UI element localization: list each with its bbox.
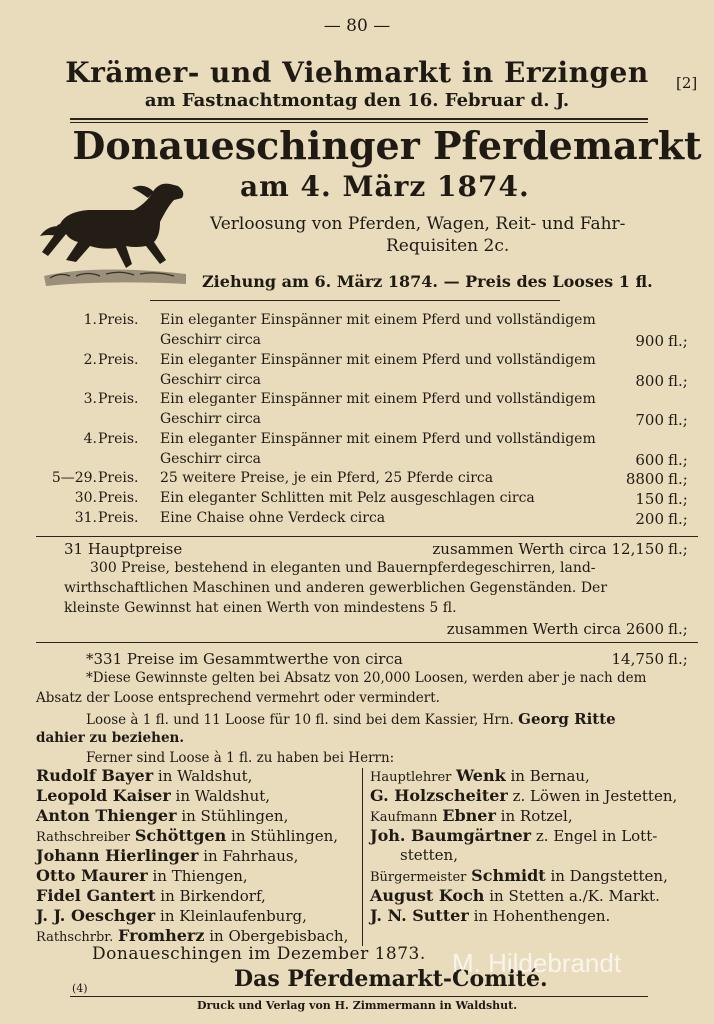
seller-name: Ebner xyxy=(442,806,496,825)
lots-info-text: Loose à 1 fl. und 11 Loose für 10 fl. sind bei dem Kassier, Hrn. xyxy=(86,712,514,728)
prize-label: Preis. xyxy=(98,391,139,407)
seller-name: Schöttgen xyxy=(134,826,227,845)
grand-total-unit: fl.; xyxy=(668,650,688,668)
seller-entry xyxy=(36,786,270,805)
prize-value: 150 xyxy=(635,490,664,508)
prize-label: Preis. xyxy=(98,431,139,447)
seller-place: in Thiengen, xyxy=(152,867,248,885)
further-sellers-intro: Ferner sind Loose à 1 fl. zu haben bei Herrn: xyxy=(86,750,395,766)
seller-place: z. Engel in Lott- xyxy=(535,827,658,845)
other-prizes-line2: wirthschaftlichen Maschinen und anderen gewerblichen Gegenständen. Der xyxy=(64,580,608,596)
prize-number: 2. xyxy=(83,352,97,368)
seller-entry xyxy=(36,886,266,905)
seller-title: Bürgermeister xyxy=(370,870,467,885)
seller-entry xyxy=(370,886,660,905)
prize-unit: fl.; xyxy=(668,470,688,488)
seller-title: Rathschrbr. xyxy=(36,930,114,945)
prize-description: Ein eleganter Schlitten mit Pelz ausgeschlagen circa xyxy=(160,490,535,506)
prize-row xyxy=(0,490,714,510)
main-prizes-unit: fl.; xyxy=(668,540,688,558)
prize-value: 900 xyxy=(635,332,664,350)
seller-place: z. Löwen in Jestetten, xyxy=(512,787,678,805)
seller-title: Kaufmann xyxy=(370,810,438,825)
seller-entry xyxy=(370,906,610,925)
seller-entry xyxy=(36,866,248,885)
seller-name: Joh. Baumgärtner xyxy=(370,826,532,845)
seller-entry xyxy=(36,846,298,865)
seller-place: in Stühlingen, xyxy=(181,807,289,825)
prize-number: 5—29. xyxy=(51,470,97,486)
seller-entry xyxy=(370,826,657,845)
seller-place: in Obergebisbach, xyxy=(209,927,349,945)
seller-place: in Waldshut, xyxy=(157,767,253,785)
committee-signature: Das Pferdemarkt-Comité. xyxy=(234,966,548,992)
closing-ref: (4) xyxy=(72,982,88,995)
prize-unit: fl.; xyxy=(668,510,688,528)
seller-name: Leopold Kaiser xyxy=(36,786,171,805)
seller-name: Schmidt xyxy=(471,866,546,885)
prize-description: Eine Chaise ohne Verdeck circa xyxy=(160,510,386,526)
seller-name: Johann Hierlinger xyxy=(36,846,199,865)
seller-entry xyxy=(36,766,252,785)
prize-unit: fl.; xyxy=(668,411,688,429)
seller-name: G. Holzscheiter xyxy=(370,786,508,805)
footnote-line2: Absatz der Loose entsprechend vermehrt oder vermindert. xyxy=(36,690,440,706)
other-prizes-total: zusammen Werth circa 2600 xyxy=(446,620,664,638)
footnote-line1: *Diese Gewinnste gelten bei Absatz von 20,000 Loosen, werden aber je nach dem xyxy=(86,670,647,686)
seller-name: Fidel Gantert xyxy=(36,886,156,905)
other-prizes-line1: 300 Preise, bestehend in eleganten und Bauernpferdegeschirren, land- xyxy=(90,560,596,576)
column-divider xyxy=(362,768,363,946)
prize-value: 800 xyxy=(635,372,664,390)
main-prizes-label: 31 Hauptpreise xyxy=(64,540,183,558)
prize-label: Preis. xyxy=(98,470,139,486)
prize-value: 8800 xyxy=(625,470,664,488)
other-prizes-line3: kleinste Gewinnst hat einen Werth von mindestens 5 fl. xyxy=(64,600,457,616)
seller-entry xyxy=(370,866,668,885)
seller-entry xyxy=(400,846,458,864)
prize-row xyxy=(0,470,714,490)
seller-place: in Birkendorf, xyxy=(160,887,266,905)
advert-description-line1: Verloosung von Pferden, Wagen, Reit- und Fahr- xyxy=(210,214,626,234)
prize-description: Ein eleganter Einspänner mit einem Pferd und vollständigem xyxy=(160,431,596,447)
seller-place: in Bernau, xyxy=(510,767,590,785)
seller-name: Fromherz xyxy=(118,926,205,945)
divider xyxy=(150,300,560,301)
seller-place: in Waldshut, xyxy=(175,787,271,805)
seller-name: August Koch xyxy=(370,886,485,905)
prize-number: 1. xyxy=(83,312,97,328)
closing-date: Donaueschingen im Dezember 1873. xyxy=(92,944,426,964)
main-prizes-total: zusammen Werth circa 12,150 xyxy=(432,540,664,558)
seller-place: in Kleinlaufenburg, xyxy=(160,907,307,925)
prize-description: 25 weitere Preise, je ein Pferd, 25 Pferde circa xyxy=(160,470,494,486)
prize-description-cont: Geschirr circa xyxy=(160,372,262,388)
seller-place: stetten, xyxy=(400,846,458,864)
seller-place: in Rotzel, xyxy=(500,807,573,825)
seller-name: J. N. Sutter xyxy=(370,906,469,925)
prize-description: Ein eleganter Einspänner mit einem Pferd und vollständigem xyxy=(160,391,596,407)
other-prizes-unit: fl.; xyxy=(668,620,688,638)
seller-name: J. J. Oeschger xyxy=(36,906,156,925)
grand-total-label: *331 Preise im Gesammtwerthe von circa xyxy=(86,650,403,668)
lots-info-line1 xyxy=(86,710,616,728)
prize-label: Preis. xyxy=(98,490,139,506)
prize-row xyxy=(0,431,714,471)
lots-info-line2: dahier zu beziehen. xyxy=(36,730,185,746)
page-number: — 80 — xyxy=(323,16,391,36)
prize-label: Preis. xyxy=(98,352,139,368)
prize-unit: fl.; xyxy=(668,490,688,508)
prize-number: 4. xyxy=(83,431,97,447)
advert-description-line2: Requisiten 2c. xyxy=(386,236,510,256)
printer-imprint: Druck und Verlag von H. Zimmermann in Waldshut. xyxy=(196,999,518,1012)
draw-date-price: Ziehung am 6. März 1874. — Preis des Looses 1 fl. xyxy=(202,272,653,291)
seller-entry xyxy=(370,766,590,785)
seller-place: in Dangstetten, xyxy=(550,867,668,885)
prize-description-cont: Geschirr circa xyxy=(160,332,262,348)
prize-number: 30. xyxy=(74,490,97,506)
seller-entry xyxy=(36,926,348,945)
prize-row xyxy=(0,510,714,530)
prize-value: 700 xyxy=(635,411,664,429)
seller-entry xyxy=(36,806,288,825)
prize-value: 200 xyxy=(635,510,664,528)
advert-date: am 4. März 1874. xyxy=(240,170,530,203)
cashier-name: Georg Ritte xyxy=(518,710,616,728)
seller-place: in Hohenthengen. xyxy=(473,907,611,925)
prize-number: 3. xyxy=(83,391,97,407)
seller-title: Hauptlehrer xyxy=(370,770,452,785)
prize-description: Ein eleganter Einspänner mit einem Pferd und vollständigem xyxy=(160,312,596,328)
seller-place: in Fahrhaus, xyxy=(203,847,299,865)
seller-entry xyxy=(36,906,307,925)
prize-description-cont: Geschirr circa xyxy=(160,451,262,467)
prize-number: 31. xyxy=(74,510,97,526)
notice-erzingen-title: Krämer- und Viehmarkt in Erzingen xyxy=(65,56,649,89)
seller-entry xyxy=(36,826,338,845)
seller-title: Rathschreiber xyxy=(36,830,131,845)
divider xyxy=(70,996,648,997)
prize-unit: fl.; xyxy=(668,451,688,469)
prize-description-cont: Geschirr circa xyxy=(160,411,262,427)
seller-name: Anton Thienger xyxy=(36,806,177,825)
notice-erzingen-ref: [2] xyxy=(676,74,698,92)
horse-illustration xyxy=(36,176,196,292)
prize-value: 600 xyxy=(635,451,664,469)
seller-place: in Stetten a./K. Markt. xyxy=(489,887,660,905)
prize-unit: fl.; xyxy=(668,332,688,350)
seller-name: Otto Maurer xyxy=(36,866,148,885)
prize-row xyxy=(0,312,714,352)
advert-title: Donaueschinger Pferdemarkt xyxy=(72,123,702,168)
divider xyxy=(36,536,698,537)
prize-row xyxy=(0,352,714,392)
notice-erzingen-subtitle: am Fastnachtmontag den 16. Februar d. J. xyxy=(144,90,570,111)
prize-label: Preis. xyxy=(98,510,139,526)
seller-entry xyxy=(370,786,677,805)
divider xyxy=(36,642,698,643)
grand-total-value: 14,750 xyxy=(611,650,664,668)
prize-label: Preis. xyxy=(98,312,139,328)
prize-description: Ein eleganter Einspänner mit einem Pferd und vollständigem xyxy=(160,352,596,368)
seller-name: Wenk xyxy=(456,766,506,785)
seller-name: Rudolf Bayer xyxy=(36,766,154,785)
prize-unit: fl.; xyxy=(668,372,688,390)
seller-place: in Stühlingen, xyxy=(231,827,339,845)
watermark: M. Hildebrandt xyxy=(452,948,622,978)
prize-row xyxy=(0,391,714,431)
divider xyxy=(70,118,648,120)
seller-entry xyxy=(370,806,573,825)
